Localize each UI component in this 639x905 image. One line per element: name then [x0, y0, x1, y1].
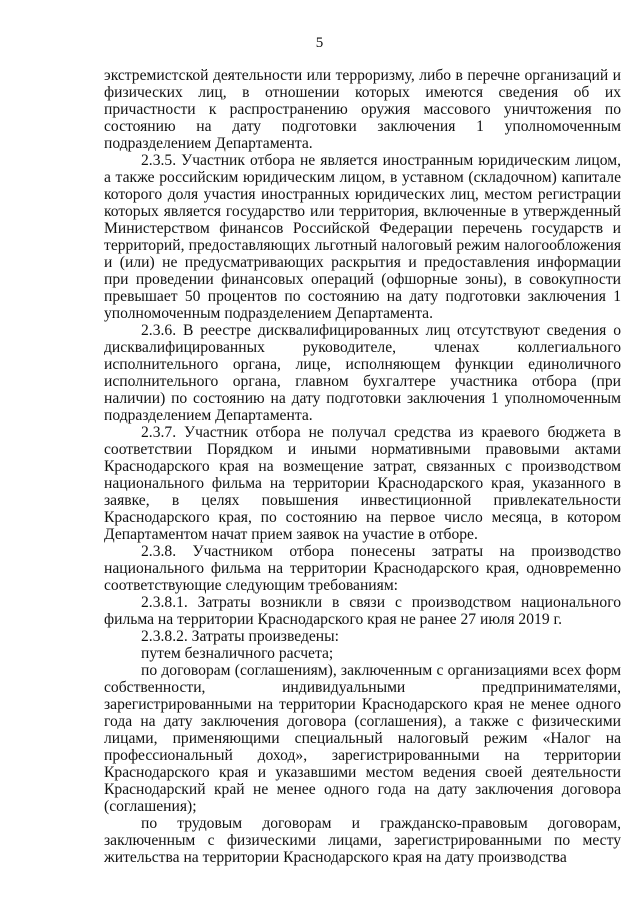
page-number: 5: [315, 35, 324, 51]
paragraph-labor-contracts: по трудовым договорам и гражданско-правовым договорам, заключенным с физическими лицами, зарегистрированными по месту жительства на территории Краснодарского края на дату производства: [104, 815, 621, 866]
paragraph-2-3-7: 2.3.7. Участник отбора не получал средства из краевого бюджета в соответствии Порядком и иными нормативными правовыми актами Краснодарского края на возмещение затрат, связанных с производством национального фильма на территории Краснодарского края, указанного в заявке, в целях повышения инвестиционной привлекательности Краснодарского края, по состоянию на первое число месяца, в котором Департаментом начат прием заявок на участие в отборе.: [104, 424, 621, 543]
paragraph-2-3-6: 2.3.6. В реестре дисквалифицированных лиц отсутствуют сведения о дисквалифицированных руководителе, членах коллегиального исполнительного органа, лице, исполняющем функции единоличного исполнительного органа, главном бухгалтере участника отбора (при наличии) по состоянию на дату подготовки заключения 1 уполномоченным подразделением Департамента.: [104, 322, 621, 424]
document-body: [104, 67, 621, 866]
paragraph-2-3-5: 2.3.5. Участник отбора не является иностранным юридическим лицом, а также российским юридическим лицом, в уставном (складочном) капитале которого доля участия иностранных юридических лиц, местом регистрации которых является государство или территория, включенные в утвержденный Министерством финансов Российской Федерации перечень государств и территорий, предоставляющих льготный налоговый режим налогообложения и (или) не предусматривающих раскрытия и предоставления информации при проведении финансовых операций (офшорные зоны), в совокупности превышает 50 процентов по состоянию на дату подготовки заключения 1 уполномоченным подразделением Департамента.: [104, 152, 621, 322]
paragraph-continuation: экстремистской деятельности или терроризму, либо в перечне организаций и физических лиц, в отношении которых имеются сведения об их причастности к распространению оружия массового уничтожения по состоянию на дату подготовки заключения 1 уполномоченным подразделением Департамента.: [104, 67, 621, 152]
paragraph-2-3-8: 2.3.8. Участником отбора понесены затраты на производство национального фильма на территории Краснодарского края, одновременно соответствующие следующим требованиям:: [104, 543, 621, 594]
paragraph-contracts: по договорам (соглашениям), заключенным с организациями всех форм собственности, индивидуальными предпринимателями, зарегистрированными на территории Краснодарского края не менее одного года на дату заключения договора (соглашения), а также с физическими лицами, применяющими специальный налоговый режим «Налог на профессиональный доход», зарегистрированными на территории Краснодарского края и указавшими местом ведения своей деятельности Краснодарский край не менее одного года на дату заключения договора (соглашения);: [104, 662, 621, 815]
paragraph-2-3-8-1: 2.3.8.1. Затраты возникли в связи с производством национального фильма на территории Краснодарского края не ранее 27 июля 2019 г.: [104, 594, 621, 628]
paragraph-cashless: путем безналичного расчета;: [141, 645, 334, 662]
paragraph-2-3-8-2: 2.3.8.2. Затраты произведены:: [141, 628, 339, 645]
